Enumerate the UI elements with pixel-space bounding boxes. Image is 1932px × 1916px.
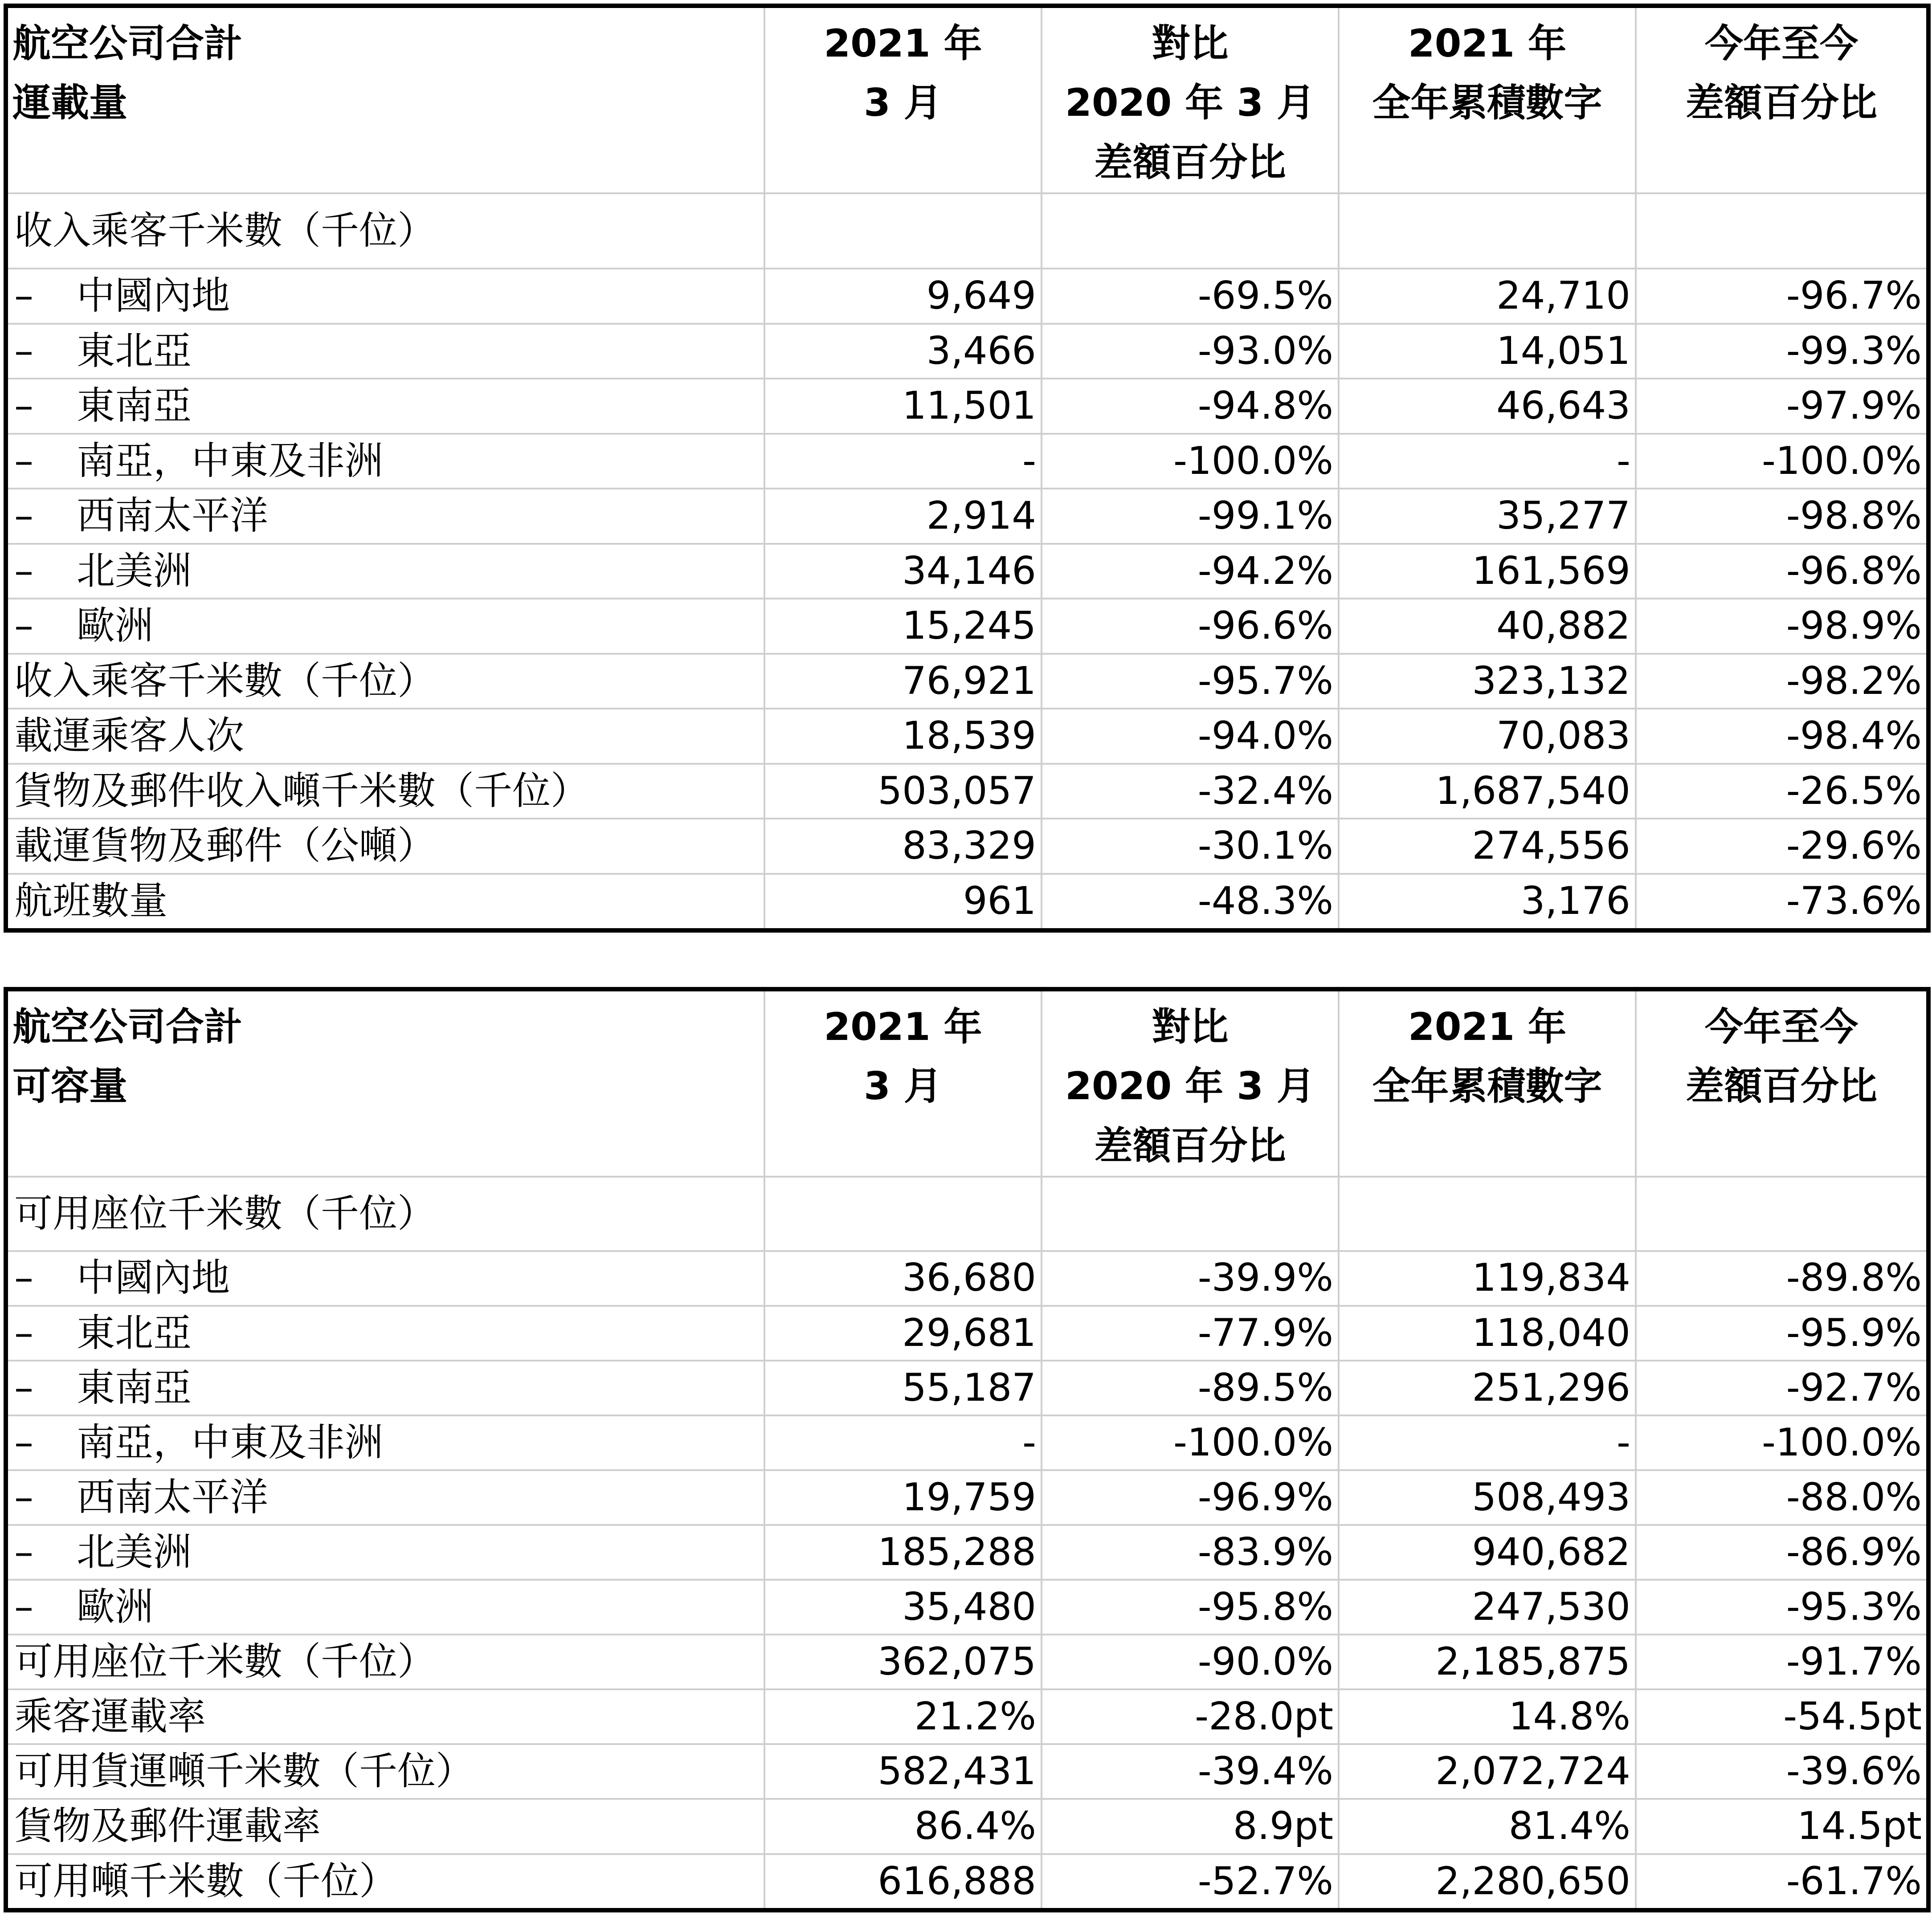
table-row xyxy=(6,1799,1928,1854)
month-value: 185,288 xyxy=(764,1525,1042,1580)
row-label-text: 收入乘客千米數（千位） xyxy=(14,658,436,703)
row-label xyxy=(6,1580,764,1635)
row-label xyxy=(6,874,764,930)
ytd-change: -89.8% xyxy=(1636,1251,1928,1306)
dash-marker: – xyxy=(14,1310,33,1355)
dash-marker: – xyxy=(14,1420,33,1465)
capacity-rows xyxy=(6,1251,1928,1910)
ytd-change: -96.7% xyxy=(1636,269,1928,324)
row-label-text: 南亞，中東及非洲 xyxy=(77,438,383,483)
vs-prior-change: -96.9% xyxy=(1042,1470,1339,1525)
vs-prior-change: -69.5% xyxy=(1042,269,1339,324)
ytd-change: -95.3% xyxy=(1636,1580,1928,1635)
month-value: 29,681 xyxy=(764,1306,1042,1361)
vs-prior-change: -39.9% xyxy=(1042,1251,1339,1306)
ytd-change: -54.5pt xyxy=(1636,1689,1928,1744)
capacity-header-label: 航空公司合計 可容量 xyxy=(6,989,764,1177)
month-value: 19,759 xyxy=(764,1470,1042,1525)
row-label-text: 東北亞 xyxy=(77,1310,192,1355)
ytd-change: -92.7% xyxy=(1636,1361,1928,1415)
row-label-text: 貨物及郵件收入噸千米數（千位） xyxy=(14,768,589,813)
month-value: 55,187 xyxy=(764,1361,1042,1415)
ytd-change: -29.6% xyxy=(1636,819,1928,874)
ytd-value: 247,530 xyxy=(1339,1580,1636,1635)
ytd-change: -98.2% xyxy=(1636,654,1928,709)
row-label xyxy=(6,434,764,489)
row-label xyxy=(6,379,764,434)
empty-cell xyxy=(1636,193,1928,269)
row-label xyxy=(6,269,764,324)
table-row xyxy=(6,819,1928,874)
vs-prior-change: -93.0% xyxy=(1042,324,1339,379)
table-row xyxy=(6,1525,1928,1580)
table-row xyxy=(6,1470,1928,1525)
row-label xyxy=(6,1799,764,1854)
ytd-value: 70,083 xyxy=(1339,709,1636,764)
ytd-change: -98.9% xyxy=(1636,599,1928,654)
month-value: 9,649 xyxy=(764,269,1042,324)
dash-marker: – xyxy=(14,1475,33,1520)
row-label xyxy=(6,544,764,599)
table-row xyxy=(6,1361,1928,1415)
row-label xyxy=(6,599,764,654)
empty-cell xyxy=(1339,1177,1636,1251)
ytd-change: -39.6% xyxy=(1636,1744,1928,1799)
load-header-month: 2021 年 3 月 xyxy=(764,6,1042,193)
empty-cell xyxy=(1636,1177,1928,1251)
ytd-value: 3,176 xyxy=(1339,874,1636,930)
ytd-value: 35,277 xyxy=(1339,489,1636,544)
row-label xyxy=(6,1251,764,1306)
load-header-vs-prior: 對比 2020 年 3 月 差額百分比 xyxy=(1042,6,1339,193)
empty-cell xyxy=(1339,193,1636,269)
row-label xyxy=(6,819,764,874)
load-section-row xyxy=(6,193,1928,269)
ytd-value: 119,834 xyxy=(1339,1251,1636,1306)
dash-marker: – xyxy=(14,1365,33,1410)
month-value: 34,146 xyxy=(764,544,1042,599)
month-value: 21.2% xyxy=(764,1689,1042,1744)
ytd-value: 40,882 xyxy=(1339,599,1636,654)
ytd-value: 1,687,540 xyxy=(1339,764,1636,819)
capacity-table xyxy=(4,987,1931,1912)
row-label-text: 中國內地 xyxy=(77,273,230,318)
row-label-text: 中國內地 xyxy=(77,1256,230,1300)
ytd-value: 2,280,650 xyxy=(1339,1854,1636,1910)
ytd-value: 14,051 xyxy=(1339,324,1636,379)
empty-cell xyxy=(1042,1177,1339,1251)
table-row xyxy=(6,1251,1928,1306)
table-row xyxy=(6,434,1928,489)
row-label xyxy=(6,324,764,379)
month-value: 2,914 xyxy=(764,489,1042,544)
load-table xyxy=(4,4,1931,933)
ytd-change: -96.8% xyxy=(1636,544,1928,599)
capacity-header-ytd: 2021 年 全年累積數字 xyxy=(1339,989,1636,1177)
dash-marker: – xyxy=(14,1529,33,1574)
row-label xyxy=(6,1689,764,1744)
ytd-value: 14.8% xyxy=(1339,1689,1636,1744)
vs-prior-change: -32.4% xyxy=(1042,764,1339,819)
row-label xyxy=(6,1361,764,1415)
row-label xyxy=(6,1415,764,1470)
table-row xyxy=(6,1580,1928,1635)
table-row xyxy=(6,1689,1928,1744)
dash-marker: – xyxy=(14,1256,33,1300)
dash-marker: – xyxy=(14,1584,33,1629)
month-value: 15,245 xyxy=(764,599,1042,654)
month-value: 11,501 xyxy=(764,379,1042,434)
load-section-title: 收入乘客千米數（千位） xyxy=(6,193,764,269)
load-table-header xyxy=(6,6,1928,193)
dash-marker: – xyxy=(14,493,33,538)
vs-prior-change: -99.1% xyxy=(1042,489,1339,544)
vs-prior-change: -39.4% xyxy=(1042,1744,1339,1799)
dash-marker: – xyxy=(14,273,33,318)
month-value: 503,057 xyxy=(764,764,1042,819)
row-label xyxy=(6,764,764,819)
ytd-value: 323,132 xyxy=(1339,654,1636,709)
ytd-change: -86.9% xyxy=(1636,1525,1928,1580)
row-label xyxy=(6,489,764,544)
ytd-change: -61.7% xyxy=(1636,1854,1928,1910)
row-label-text: 歐洲 xyxy=(77,603,153,648)
ytd-change: -73.6% xyxy=(1636,874,1928,930)
row-label xyxy=(6,1525,764,1580)
ytd-value: 161,569 xyxy=(1339,544,1636,599)
row-label xyxy=(6,654,764,709)
vs-prior-change: -90.0% xyxy=(1042,1635,1339,1689)
ytd-change: -26.5% xyxy=(1636,764,1928,819)
month-value: 83,329 xyxy=(764,819,1042,874)
vs-prior-change: -28.0pt xyxy=(1042,1689,1339,1744)
row-label xyxy=(6,1306,764,1361)
month-value: 961 xyxy=(764,874,1042,930)
capacity-header-month: 2021 年 3 月 xyxy=(764,989,1042,1177)
row-label-text: 載運乘客人次 xyxy=(14,713,244,758)
table-row xyxy=(6,599,1928,654)
row-label-text: 可用座位千米數（千位） xyxy=(14,1639,436,1684)
load-header-ytd: 2021 年 全年累積數字 xyxy=(1339,6,1636,193)
ytd-value: 46,643 xyxy=(1339,379,1636,434)
month-value: 35,480 xyxy=(764,1580,1042,1635)
table-row xyxy=(6,764,1928,819)
vs-prior-change: -100.0% xyxy=(1042,434,1339,489)
ytd-value: 81.4% xyxy=(1339,1799,1636,1854)
table-row xyxy=(6,544,1928,599)
row-label-text: 南亞，中東及非洲 xyxy=(77,1420,383,1465)
table-row xyxy=(6,874,1928,930)
ytd-value: 2,185,875 xyxy=(1339,1635,1636,1689)
ytd-value: 508,493 xyxy=(1339,1470,1636,1525)
ytd-change: -91.7% xyxy=(1636,1635,1928,1689)
vs-prior-change: -52.7% xyxy=(1042,1854,1339,1910)
table-row xyxy=(6,1854,1928,1910)
row-label-text: 航班數量 xyxy=(14,879,167,924)
vs-prior-change: -94.0% xyxy=(1042,709,1339,764)
ytd-change: 14.5pt xyxy=(1636,1799,1928,1854)
vs-prior-change: -48.3% xyxy=(1042,874,1339,930)
row-label-text: 西南太平洋 xyxy=(77,1475,268,1520)
ytd-value: 2,072,724 xyxy=(1339,1744,1636,1799)
table-row xyxy=(6,1306,1928,1361)
vs-prior-change: -94.8% xyxy=(1042,379,1339,434)
ytd-change: -100.0% xyxy=(1636,1415,1928,1470)
table-row xyxy=(6,269,1928,324)
ytd-change: -99.3% xyxy=(1636,324,1928,379)
month-value: 36,680 xyxy=(764,1251,1042,1306)
table-row xyxy=(6,1415,1928,1470)
load-rows xyxy=(6,269,1928,930)
capacity-section-row xyxy=(6,1177,1928,1251)
ytd-change: -98.8% xyxy=(1636,489,1928,544)
capacity-header-vs-prior: 對比 2020 年 3 月 差額百分比 xyxy=(1042,989,1339,1177)
vs-prior-change: -95.8% xyxy=(1042,1580,1339,1635)
row-label-text: 北美洲 xyxy=(77,1529,192,1574)
vs-prior-change: -96.6% xyxy=(1042,599,1339,654)
month-value: 3,466 xyxy=(764,324,1042,379)
table-row xyxy=(6,489,1928,544)
ytd-value: - xyxy=(1339,1415,1636,1470)
table-row xyxy=(6,709,1928,764)
capacity-section-title: 可用座位千米數（千位） xyxy=(6,1177,764,1251)
row-label xyxy=(6,1854,764,1910)
vs-prior-change: -94.2% xyxy=(1042,544,1339,599)
ytd-value: 24,710 xyxy=(1339,269,1636,324)
row-label-text: 可用噸千米數（千位） xyxy=(14,1859,397,1904)
row-label xyxy=(6,1744,764,1799)
row-label xyxy=(6,1470,764,1525)
row-label-text: 東北亞 xyxy=(77,328,192,373)
row-label-text: 西南太平洋 xyxy=(77,493,268,538)
month-value: - xyxy=(764,1415,1042,1470)
month-value: - xyxy=(764,434,1042,489)
ytd-change: -98.4% xyxy=(1636,709,1928,764)
row-label xyxy=(6,1635,764,1689)
ytd-value: - xyxy=(1339,434,1636,489)
ytd-change: -95.9% xyxy=(1636,1306,1928,1361)
empty-cell xyxy=(764,193,1042,269)
row-label-text: 東南亞 xyxy=(77,383,192,428)
vs-prior-change: 8.9pt xyxy=(1042,1799,1339,1854)
ytd-value: 118,040 xyxy=(1339,1306,1636,1361)
vs-prior-change: -30.1% xyxy=(1042,819,1339,874)
empty-cell xyxy=(764,1177,1042,1251)
row-label-text: 貨物及郵件運載率 xyxy=(14,1804,321,1849)
row-label-text: 乘客運載率 xyxy=(14,1694,206,1739)
vs-prior-change: -77.9% xyxy=(1042,1306,1339,1361)
vs-prior-change: -95.7% xyxy=(1042,654,1339,709)
vs-prior-change: -89.5% xyxy=(1042,1361,1339,1415)
table-row xyxy=(6,379,1928,434)
month-value: 76,921 xyxy=(764,654,1042,709)
dash-marker: – xyxy=(14,548,33,593)
month-value: 86.4% xyxy=(764,1799,1042,1854)
row-label-text: 歐洲 xyxy=(77,1584,153,1629)
table-row xyxy=(6,1635,1928,1689)
ytd-change: -100.0% xyxy=(1636,434,1928,489)
vs-prior-change: -83.9% xyxy=(1042,1525,1339,1580)
ytd-value: 251,296 xyxy=(1339,1361,1636,1415)
capacity-table-header xyxy=(6,989,1928,1177)
table-row xyxy=(6,654,1928,709)
month-value: 582,431 xyxy=(764,1744,1042,1799)
empty-cell xyxy=(1042,193,1339,269)
table-row xyxy=(6,324,1928,379)
ytd-change: -88.0% xyxy=(1636,1470,1928,1525)
row-label-text: 可用貨運噸千米數（千位） xyxy=(14,1749,474,1794)
dash-marker: – xyxy=(14,603,33,648)
load-header-label: 航空公司合計 運載量 xyxy=(6,6,764,193)
month-value: 18,539 xyxy=(764,709,1042,764)
row-label-text: 載運貨物及郵件（公噸） xyxy=(14,823,436,868)
capacity-header-ytd-change: 今年至今 差額百分比 xyxy=(1636,989,1928,1177)
vs-prior-change: -100.0% xyxy=(1042,1415,1339,1470)
month-value: 616,888 xyxy=(764,1854,1042,1910)
table-row xyxy=(6,1744,1928,1799)
row-label-text: 東南亞 xyxy=(77,1365,192,1410)
load-header-ytd-change: 今年至今 差額百分比 xyxy=(1636,6,1928,193)
dash-marker: – xyxy=(14,383,33,428)
dash-marker: – xyxy=(14,328,33,373)
ytd-change: -97.9% xyxy=(1636,379,1928,434)
row-label xyxy=(6,709,764,764)
row-label-text: 北美洲 xyxy=(77,548,192,593)
dash-marker: – xyxy=(14,438,33,483)
month-value: 362,075 xyxy=(764,1635,1042,1689)
ytd-value: 940,682 xyxy=(1339,1525,1636,1580)
ytd-value: 274,556 xyxy=(1339,819,1636,874)
